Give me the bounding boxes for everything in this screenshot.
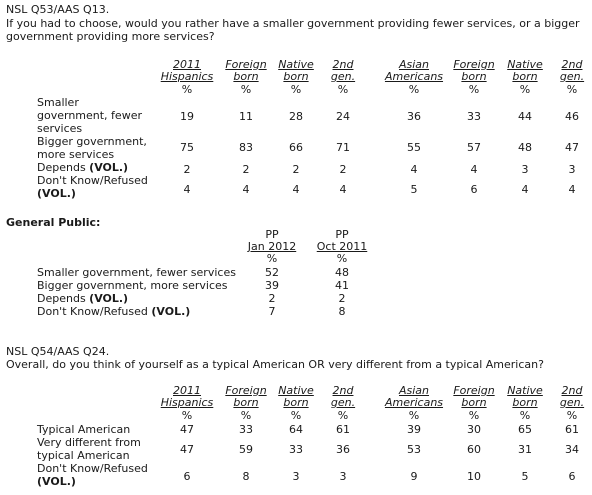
table-cell: 5 [521,470,529,483]
table-cell: 65 [518,423,532,436]
gp-row-label: Don't Know/Refused (VOL.) [37,305,191,318]
q1-pct-sign: % [290,83,302,96]
q1-col-hispanics: 2011 Hispanics [160,58,214,83]
q1-row-label: Smaller government, fewer services [37,96,142,135]
table-cell: 59 [239,443,253,456]
q1-pct-sign: % [240,83,252,96]
table-cell: 10 [467,470,481,483]
q1-col-foreign-born: Foreign born [225,58,267,83]
table-cell: 60 [467,443,481,456]
table-cell: 53 [407,443,421,456]
table-cell: 4 [242,183,250,196]
table-cell: 57 [467,141,481,154]
table-cell: 47 [180,423,194,436]
table-cell: 2 [338,292,346,305]
table-cell: 6 [183,470,191,483]
table-cell: 52 [265,266,279,279]
table-cell: 2 [339,163,347,176]
table-cell: 61 [336,423,350,436]
q2-pct-sign: % [181,409,193,422]
table-cell: 5 [410,183,418,196]
table-cell: 2 [292,163,300,176]
table-cell: 4 [470,163,478,176]
q1-col-asian-americans: Asian Americans [384,58,444,83]
table-cell: 31 [518,443,532,456]
q1-col-asian-native-born: Native born [507,58,543,83]
table-cell: 44 [518,110,532,123]
gp-row-label: Depends (VOL.) [37,292,129,305]
q2-pct-sign: % [408,409,420,422]
q2-pct-sign: % [240,409,252,422]
table-cell: 39 [265,279,279,292]
table-cell: 33 [467,110,481,123]
q1-pct-sign: % [519,83,531,96]
q1-row-label: Don't Know/Refused (VOL.) [37,174,148,200]
table-cell: 4 [339,183,347,196]
q1-row-label: Bigger government, more services [37,135,147,161]
q1-question-line1: If you had to choose, would you rather have a smaller government providing fewer services, or a bigger [6,17,580,30]
table-cell: 33 [239,423,253,436]
q2-row-label: Typical American [37,423,131,436]
table-cell: 2 [242,163,250,176]
q1-pct-sign: % [181,83,193,96]
table-cell: 34 [565,443,579,456]
table-cell: 11 [239,110,253,123]
table-cell: 83 [239,141,253,154]
table-cell: 47 [565,141,579,154]
table-cell: 4 [292,183,300,196]
table-cell: 8 [338,305,346,318]
gp-row-label: Bigger government, more services [37,279,228,292]
table-cell: 6 [470,183,478,196]
q1-col-native-born: Native born [278,58,314,83]
q1-pct-sign: % [408,83,420,96]
q2-pct-sign: % [468,409,480,422]
gp-col-jan-2012: PP Jan 2012 % [247,228,297,265]
table-cell: 4 [521,183,529,196]
table-cell: 61 [565,423,579,436]
q2-source: NSL Q54/AAS Q24. [6,345,110,358]
q1-pct-sign: % [566,83,578,96]
table-cell: 6 [568,470,576,483]
q2-pct-sign: % [566,409,578,422]
table-cell: 47 [180,443,194,456]
q1-col-2nd-gen: 2nd gen. [330,58,356,83]
q1-row-label: Depends (VOL.) [37,161,129,174]
table-cell: 75 [180,141,194,154]
table-cell: 55 [407,141,421,154]
table-cell: 48 [518,141,532,154]
q1-source: NSL Q53/AAS Q13. [6,3,110,16]
q2-pct-sign: % [337,409,349,422]
q2-col-2nd-gen: 2nd gen. [330,384,356,409]
q2-col-foreign-born: Foreign born [225,384,267,409]
table-cell: 3 [292,470,300,483]
table-cell: 66 [289,141,303,154]
table-cell: 4 [568,183,576,196]
table-cell: 3 [521,163,529,176]
table-cell: 4 [183,183,191,196]
table-cell: 8 [242,470,250,483]
gp-row-label: Smaller government, fewer services [37,266,236,279]
q1-col-asian-2nd-gen: 2nd gen. [559,58,585,83]
table-cell: 2 [183,163,191,176]
table-cell: 36 [407,110,421,123]
q2-col-native-born: Native born [278,384,314,409]
table-cell: 24 [336,110,350,123]
q2-pct-sign: % [519,409,531,422]
q2-col-asian-2nd-gen: 2nd gen. [559,384,585,409]
table-cell: 48 [335,266,349,279]
table-cell: 3 [568,163,576,176]
table-cell: 28 [289,110,303,123]
q1-question-line2: government providing more services? [6,30,215,43]
q2-pct-sign: % [290,409,302,422]
table-cell: 2 [268,292,276,305]
q1-pct-sign: % [337,83,349,96]
q2-row-label: Very different from typical American [37,436,141,462]
general-public-title: General Public: [6,216,101,229]
q2-col-asian-foreign-born: Foreign born [453,384,495,409]
q2-row-label: Don't Know/Refused (VOL.) [37,462,148,488]
gp-col-oct-2011: PP Oct 2011 % [316,228,368,265]
table-cell: 36 [336,443,350,456]
table-cell: 41 [335,279,349,292]
q1-col-asian-foreign-born: Foreign born [453,58,495,83]
table-cell: 7 [268,305,276,318]
table-cell: 3 [339,470,347,483]
table-cell: 9 [410,470,418,483]
table-cell: 4 [410,163,418,176]
table-cell: 71 [336,141,350,154]
q2-question: Overall, do you think of yourself as a typical American OR very different from a typical American? [6,358,544,371]
table-cell: 46 [565,110,579,123]
table-cell: 39 [407,423,421,436]
table-cell: 30 [467,423,481,436]
q1-pct-sign: % [468,83,480,96]
q2-col-asian-americans: Asian Americans [384,384,444,409]
q2-col-hispanics: 2011 Hispanics [160,384,214,409]
q2-col-asian-native-born: Native born [507,384,543,409]
table-cell: 64 [289,423,303,436]
table-cell: 19 [180,110,194,123]
table-cell: 33 [289,443,303,456]
